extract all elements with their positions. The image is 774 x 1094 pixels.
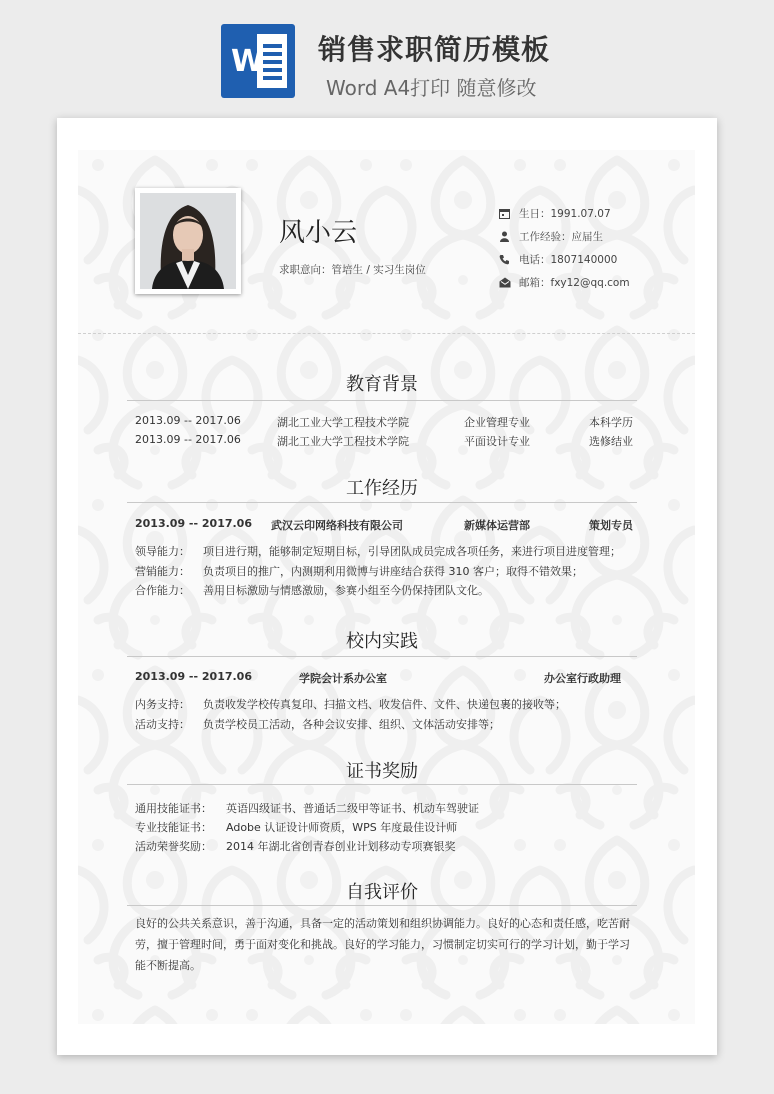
work-item-label: 领导能力： [135, 545, 190, 558]
contact-phone: 电话：1807140000 [499, 248, 630, 271]
work-item-text: 项目进行期，能够制定短期目标，引导团队成员完成各项任务，来进行项目进度管理； [203, 545, 621, 558]
edu-degree: 本科学历 [589, 416, 633, 429]
cert-text: 英语四级证书、普通话二级甲等证书、机动车驾驶证 [226, 802, 479, 815]
contact-email: 邮箱：fxy12@qq.com [499, 271, 630, 294]
edu-school: 湖北工业大学工程技术学院 [277, 416, 409, 429]
campus-item-label: 内务支持： [135, 698, 190, 711]
section-title-campus: 校内实践 [346, 631, 418, 652]
mail-icon [499, 277, 519, 288]
contact-experience: 工作经验：应届生 [499, 225, 630, 248]
header-divider [78, 333, 695, 334]
campus-organization: 学院会计系办公室 [299, 672, 387, 685]
edu-degree: 选修结业 [589, 435, 633, 448]
edu-school: 湖北工业大学工程技术学院 [277, 435, 409, 448]
contact-info [499, 202, 630, 294]
campus-item-text: 负责学校员工活动，各种会议安排、组织、文体活动安排等； [203, 718, 500, 731]
campus-date: 2013.09 -- 2017.06 [135, 670, 252, 683]
avatar [140, 193, 236, 289]
section-title-work: 工作经历 [346, 478, 418, 499]
person-icon [499, 231, 519, 242]
work-item-text: 负责项目的推广，内测期利用微博与讲座结合获得 310 客户；取得不错效果； [203, 565, 583, 578]
template-title: 销售求职简历模板 [318, 33, 551, 66]
edu-major: 平面设计专业 [464, 435, 530, 448]
work-item-text: 善用目标激励与情感激励，参赛小组至今仍保持团队文化。 [203, 584, 489, 597]
edu-major: 企业管理专业 [464, 416, 530, 429]
template-subtitle: Word A4打印 随意修改 [326, 76, 537, 100]
calendar-icon [499, 208, 519, 219]
resume-page [57, 118, 717, 1055]
work-company: 武汉云印网络科技有限公司 [271, 519, 403, 532]
section-divider [127, 502, 637, 503]
contact-birthday: 生日：1991.07.07 [499, 202, 630, 225]
section-divider [127, 656, 637, 657]
edu-date: 2013.09 -- 2017.06 [135, 414, 241, 427]
profile-photo [135, 188, 241, 294]
cert-label: 专业技能证书： [135, 821, 212, 834]
candidate-name: 风小云 [279, 218, 358, 248]
word-logo-letter: W [231, 44, 265, 79]
section-divider [127, 400, 637, 401]
campus-item-text: 负责收发学校传真复印、扫描文档、收发信件、文件、快递包裹的接收等； [203, 698, 566, 711]
campus-item-label: 活动支持： [135, 718, 190, 731]
section-divider [127, 905, 637, 906]
work-item-label: 营销能力： [135, 565, 190, 578]
work-department: 新媒体运营部 [464, 519, 530, 532]
work-item-label: 合作能力： [135, 584, 190, 597]
edu-date: 2013.09 -- 2017.06 [135, 433, 241, 446]
cert-label: 通用技能证书： [135, 802, 212, 815]
section-divider [127, 784, 637, 785]
self-evaluation-text: 良好的公共关系意识，善于沟通，具备一定的活动策划和组织协调能力。良好的心态和责任感，吃苦耐劳，擅于管理时间，勇于面对变化和挑战。良好的学习能力，习惯制定切实可行的学习计划，勤于学习能不断提高。 [135, 917, 630, 972]
campus-position: 办公室行政助理 [544, 672, 621, 685]
section-title-education: 教育背景 [346, 374, 418, 395]
section-title-self-evaluation: 自我评价 [346, 882, 418, 903]
job-intent: 求职意向：管培生 / 实习生岗位 [279, 264, 426, 276]
work-position: 策划专员 [589, 519, 633, 532]
word-logo-icon [221, 24, 295, 98]
cert-text: 2014 年湖北省创青春创业计划移动专项赛银奖 [226, 840, 456, 853]
section-title-certificates: 证书奖励 [346, 761, 418, 782]
work-date: 2013.09 -- 2017.06 [135, 517, 252, 530]
cert-text: Adobe 认证设计师资质，WPS 年度最佳设计师 [226, 821, 458, 834]
phone-icon [499, 254, 519, 265]
cert-label: 活动荣誉奖励： [135, 840, 212, 853]
